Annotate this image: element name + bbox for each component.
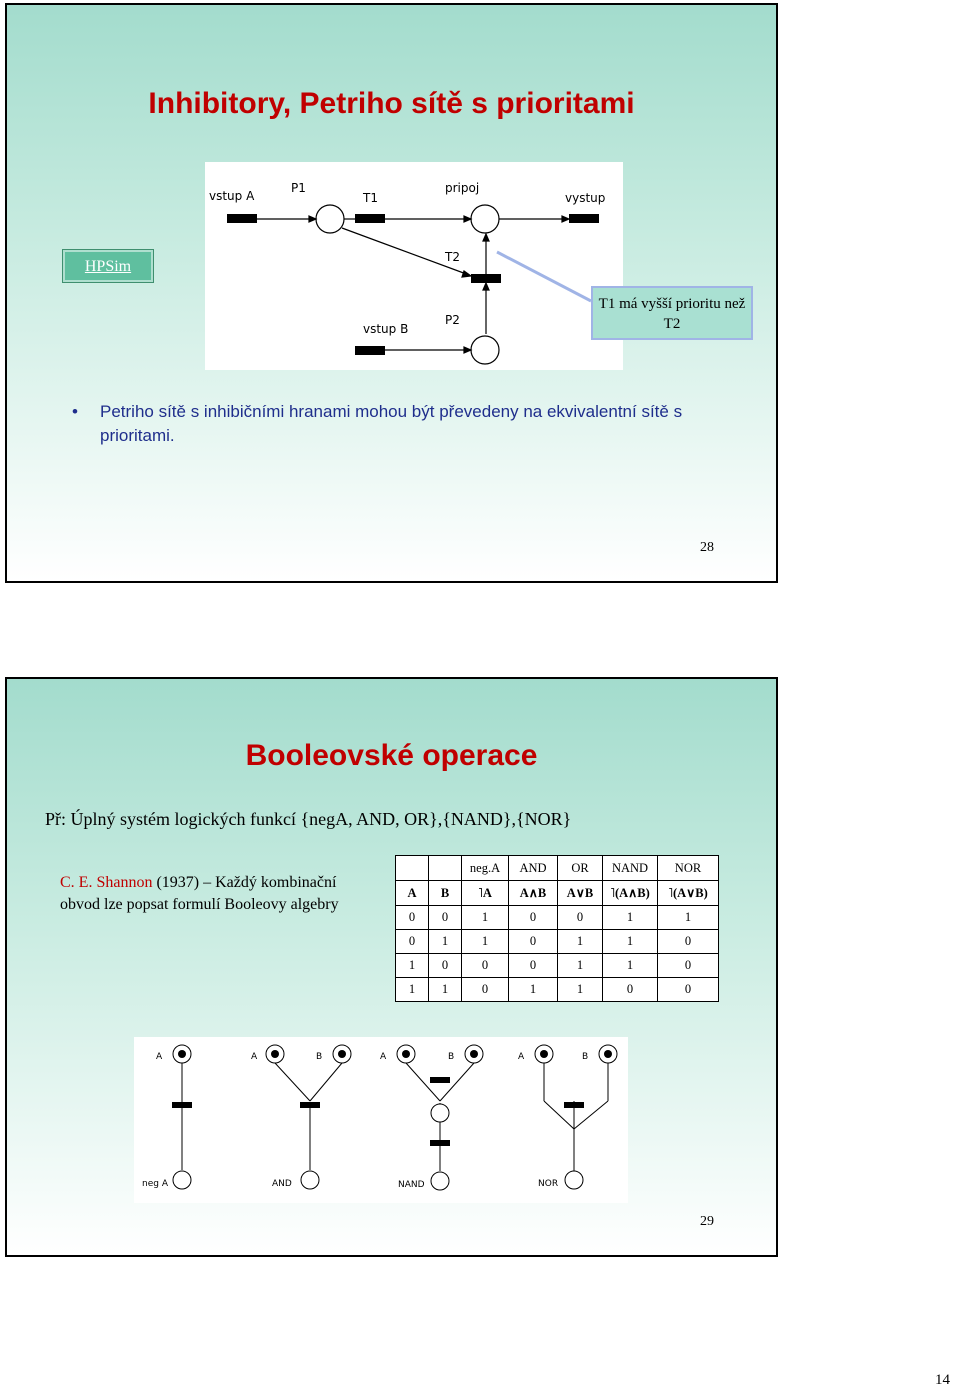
bullet-symbol: • <box>72 402 78 421</box>
transition-vstup-b <box>355 346 385 355</box>
net-label-nor: NOR <box>538 1179 559 1189</box>
transition-and <box>300 1102 320 1108</box>
shannon-name: C. E. Shannon <box>60 874 153 891</box>
label-p2: P2 <box>445 313 460 327</box>
slide-page-number: 29 <box>700 1214 714 1229</box>
table-cell: 0 <box>658 930 719 954</box>
shannon-text <box>60 872 360 916</box>
token <box>604 1050 612 1058</box>
table-cell: 0 <box>558 906 603 930</box>
transition-vstup-a <box>227 214 257 223</box>
net-label-b: B <box>582 1052 589 1062</box>
table-cell: 1 <box>603 930 658 954</box>
place-p2 <box>471 336 499 364</box>
table-cell: 1 <box>558 954 603 978</box>
table-cell: 1 <box>658 906 719 930</box>
net-label-a: A <box>380 1052 387 1062</box>
table-cell: 0 <box>429 954 462 978</box>
label-pripoj: pripoj <box>445 181 480 195</box>
header-cell <box>429 856 462 881</box>
shannon-rest: (1937) – Každý kombinační obvod lze popsat formulí Booleovy algebry <box>60 874 339 913</box>
table-row <box>396 906 719 930</box>
slide-29 <box>5 677 778 1257</box>
table-cell: 0 <box>509 906 558 930</box>
table-cell: 0 <box>429 906 462 930</box>
table-cell: 1 <box>462 930 509 954</box>
net-label-a: A <box>156 1052 163 1062</box>
table-cell: 0 <box>658 978 719 1002</box>
net-label-and: AND <box>272 1179 292 1189</box>
header-cell: A∨B <box>558 881 603 906</box>
token <box>271 1050 279 1058</box>
net-label-nand: NAND <box>398 1180 425 1190</box>
table-row <box>396 930 719 954</box>
label-t1: T1 <box>363 191 378 205</box>
place-nand <box>431 1172 449 1190</box>
slide-page-number: 28 <box>700 540 714 555</box>
header-cell <box>396 856 429 881</box>
place-neg-a <box>173 1171 191 1189</box>
net-label-a: A <box>251 1052 258 1062</box>
slide-title: Booleovské operace <box>245 739 538 772</box>
header-cell: OR <box>558 856 603 881</box>
transition-nand-1 <box>430 1077 450 1083</box>
token <box>178 1050 186 1058</box>
header-cell: neg.A <box>462 856 509 881</box>
table-cell: 1 <box>603 906 658 930</box>
table-cell: 0 <box>462 978 509 1002</box>
bullet-text: Petriho sítě s inhibičními hranami mohou být převedeny na ekvivalentní sítě s prioritami. <box>100 402 683 445</box>
label-vstup-b: vstup B <box>363 322 409 336</box>
header-cell: B <box>429 881 462 906</box>
transition-t1 <box>355 214 385 223</box>
table-cell: 0 <box>462 954 509 978</box>
slide-28 <box>5 3 778 583</box>
label-vystup: vystup <box>565 191 606 205</box>
net-label-b: B <box>448 1052 455 1062</box>
table-cell: 1 <box>396 978 429 1002</box>
place-internal <box>431 1104 449 1122</box>
priority-callout: T1 má vyšší prioritu než T2 <box>591 286 753 340</box>
diagram-background <box>205 162 623 370</box>
place-pripoj <box>471 205 499 233</box>
table-cell: 1 <box>462 906 509 930</box>
table-cell: 1 <box>558 978 603 1002</box>
table-cell: 1 <box>429 930 462 954</box>
table-top-header-row <box>396 856 719 881</box>
example-text: Př: Úplný systém logických funkcí {negA, AND, OR},{NAND},{NOR} <box>45 809 572 829</box>
label-vstup-a: vstup A <box>209 189 255 203</box>
place-p1 <box>316 205 344 233</box>
header-cell: A <box>396 881 429 906</box>
table-cell: 1 <box>603 954 658 978</box>
table-cell: 0 <box>509 930 558 954</box>
token <box>540 1050 548 1058</box>
boolean-nets-diagram <box>134 1037 628 1203</box>
table-cell: 1 <box>509 978 558 1002</box>
transition-nor <box>564 1102 584 1108</box>
net-label-a: A <box>518 1052 525 1062</box>
header-cell: ˥(A∨B) <box>658 881 719 906</box>
table-cell: 1 <box>429 978 462 1002</box>
table-row <box>396 954 719 978</box>
transition-neg-a <box>172 1102 192 1108</box>
table-cell: 0 <box>658 954 719 978</box>
table-cell: 0 <box>509 954 558 978</box>
header-cell: ˥A <box>462 881 509 906</box>
table-cell: 1 <box>396 954 429 978</box>
table-cell: 0 <box>396 930 429 954</box>
hpsim-link[interactable]: HPSim <box>62 249 154 283</box>
token <box>338 1050 346 1058</box>
place-and <box>301 1171 319 1189</box>
net-label-neg-a: neg A <box>142 1179 168 1189</box>
table-cell: 1 <box>558 930 603 954</box>
token <box>402 1050 410 1058</box>
label-p1: P1 <box>291 181 306 195</box>
header-cell: AND <box>509 856 558 881</box>
net-label-b: B <box>316 1052 323 1062</box>
header-cell: NAND <box>603 856 658 881</box>
table-cell: 0 <box>603 978 658 1002</box>
truth-table <box>395 855 719 1002</box>
token <box>470 1050 478 1058</box>
header-cell: NOR <box>658 856 719 881</box>
table-cell: 0 <box>396 906 429 930</box>
table-row <box>396 978 719 1002</box>
table-header-row <box>396 881 719 906</box>
document-page-number: 14 <box>935 1372 950 1388</box>
header-cell: A∧B <box>509 881 558 906</box>
slide-title: Inhibitory, Petriho sítě s prioritami <box>148 87 635 120</box>
header-cell: ˥(A∧B) <box>603 881 658 906</box>
place-nor <box>565 1171 583 1189</box>
transition-nand-2 <box>430 1140 450 1146</box>
petri-net-diagram <box>205 162 623 370</box>
label-t2: T2 <box>445 250 460 264</box>
transition-vystup <box>569 214 599 223</box>
